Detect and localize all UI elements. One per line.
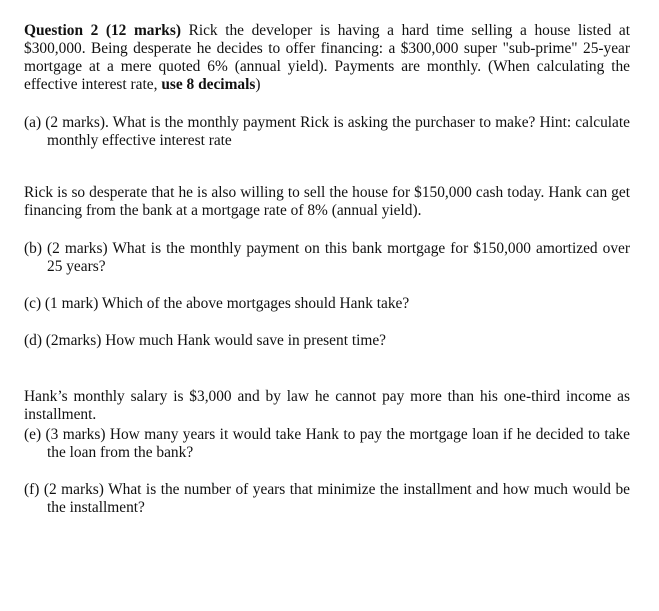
question-intro-bold: use 8 decimals <box>161 76 256 93</box>
hank-salary-text: Hank’s monthly salary is $3,000 and by law he cannot pay more than his one-third income as installment. <box>24 388 630 423</box>
question-intro-end: ) <box>255 76 261 93</box>
part-c: (c) (1 mark) Which of the above mortgages should Hank take? <box>24 295 410 312</box>
part-b: (b) (2 marks) What is the monthly payment on this bank mortgage for $150,000 amortized over 25 years? <box>24 240 630 275</box>
hank-offer-text: Rick is so desperate that he is also willing to sell the house for $150,000 cash today. Hank can get financing from the bank at a mortgage rate of 8% (annual yield). <box>24 184 630 219</box>
part-d: (d) (2marks) How much Hank would save in present time? <box>24 332 387 349</box>
question-heading: Question 2 (12 marks) <box>24 22 181 39</box>
part-e: (e) (3 marks) How many years it would take Hank to pay the mortgage loan if he decided to take the loan from the bank? <box>24 426 630 461</box>
question-intro-text: Rick the developer is having a hard time selling a house listed at $300,000. Being desperate he decides to offer financing: a $300,000 super "sub-prime" 25-year mortgage at a mere quoted 6% (annual yield). Payments are monthly. (When calculating the effective interest rate, <box>24 22 630 93</box>
part-a: (a) (2 marks). What is the monthly payment Rick is asking the purchaser to make? Hint: calculate monthly effective interest rate <box>24 114 630 149</box>
part-f: (f) (2 marks) What is the number of years that minimize the installment and how much would be the installment? <box>24 481 630 516</box>
question-intro <box>24 22 630 94</box>
